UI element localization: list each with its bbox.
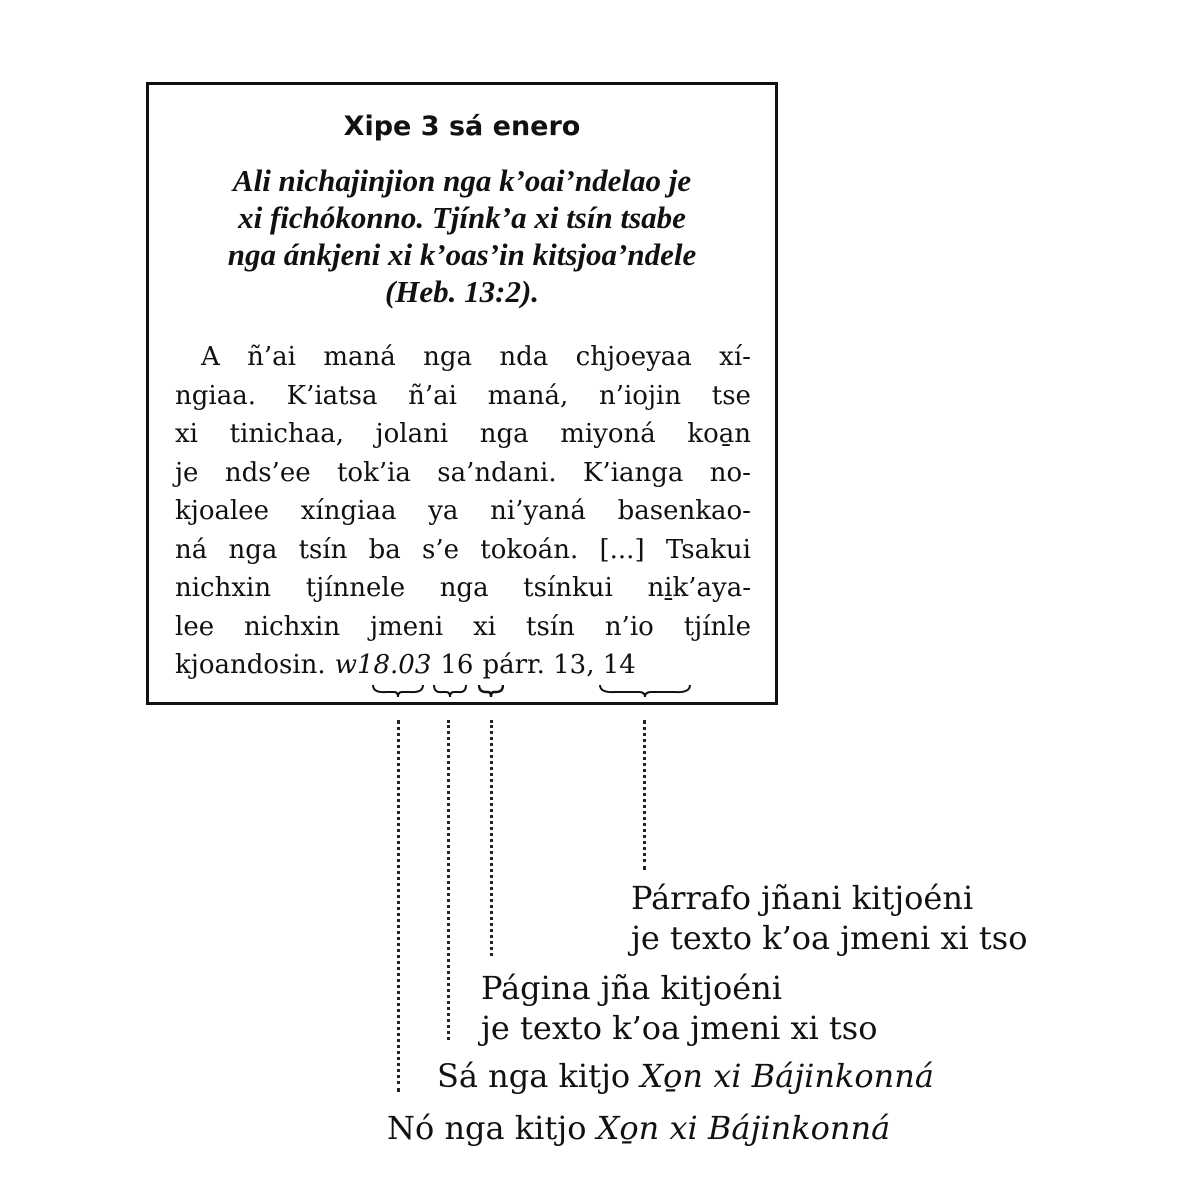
leader-year bbox=[397, 720, 400, 1092]
paragraph-word: Tsakui bbox=[665, 534, 751, 565]
paragraph-word: nga bbox=[479, 419, 529, 449]
publication-code: w18.03 bbox=[334, 650, 432, 680]
last-word: kjoandosin. bbox=[175, 650, 326, 680]
paragraph-word: koa̱n bbox=[687, 419, 751, 449]
paragraph-line bbox=[175, 454, 751, 493]
paragraph-line bbox=[175, 531, 751, 570]
paragraph-word: miyoná bbox=[560, 419, 656, 449]
paragraph-word: je bbox=[175, 457, 199, 488]
paragraph-word: no- bbox=[709, 457, 751, 488]
daily-text-date-title: Xipe 3 sá enero bbox=[343, 111, 581, 142]
paragraph-word: maná bbox=[323, 342, 396, 372]
paragraph-word: sa’ndani. bbox=[437, 457, 557, 488]
paragraph-word: K’ianga bbox=[583, 457, 684, 488]
paragraph-word: tsínkui bbox=[523, 573, 613, 603]
paragraph-line bbox=[175, 377, 751, 416]
paragraph-word: ni’yaná bbox=[490, 496, 586, 526]
brace-page-icon bbox=[478, 684, 504, 698]
verse-line: Ali nichajinjion nga k’oai’ndelao je bbox=[232, 163, 692, 198]
paragraph-word: jmeni bbox=[370, 611, 444, 642]
verse-line: nga ánkjeni xi k’oas’in kitsjoa’ndele bbox=[227, 237, 697, 272]
paragraph-line-last bbox=[175, 646, 751, 685]
leader-paragraph bbox=[643, 720, 646, 870]
paragraph-word: tjínnele bbox=[305, 573, 406, 603]
paragraph-word: tsín bbox=[298, 534, 348, 565]
daily-text-box bbox=[146, 82, 778, 705]
paragraph-word: ni̱k’aya- bbox=[647, 573, 751, 603]
paragraph-line bbox=[175, 338, 751, 377]
verse-citation: (Heb. 13:2). bbox=[384, 274, 540, 309]
paragraph-word: jolani bbox=[375, 419, 449, 449]
paragraph-line bbox=[175, 492, 751, 531]
paragraph-word: nichxin bbox=[175, 573, 272, 603]
paragraph-word: ngiaa. bbox=[175, 380, 256, 411]
paragraph-word: nga bbox=[228, 534, 278, 565]
verse-line: xi fichókonno. Tjínk’a xi tsín tsabe bbox=[238, 200, 686, 235]
label-page-line: je texto k’oa jmeni xi tso bbox=[481, 1009, 878, 1047]
paragraph-word: lee bbox=[175, 611, 215, 642]
paragraph-word: nga bbox=[439, 573, 489, 603]
paragraph-word: ñ’ai bbox=[247, 342, 296, 372]
commentary-paragraph bbox=[175, 338, 751, 685]
paragraph-word: tse bbox=[711, 380, 751, 411]
paragraph-word: ya bbox=[428, 496, 459, 526]
label-paragraph-line: Párrafo jñani kitjoéni bbox=[631, 879, 974, 917]
reference-page: 16 bbox=[440, 650, 474, 680]
label-year-title: Xo̱n xi Bájinkonná bbox=[596, 1109, 891, 1147]
paragraph-word: maná, bbox=[487, 380, 569, 411]
paragraph-word: K’iatsa bbox=[286, 380, 378, 411]
paragraph-word: tsín bbox=[526, 611, 575, 642]
paragraph-line bbox=[175, 608, 751, 647]
paragraph-line bbox=[175, 569, 751, 608]
paragraph-word: ñ’ai bbox=[408, 380, 457, 411]
paragraph-word: ná bbox=[175, 534, 208, 565]
paragraph-word: tokoán. bbox=[480, 534, 579, 565]
paragraph-word: kjoalee bbox=[175, 496, 270, 526]
label-issue bbox=[437, 1056, 934, 1096]
paragraph-word: basenkao- bbox=[617, 496, 751, 526]
paragraph-line bbox=[175, 415, 751, 454]
reference-paragraphs: párr. 13, 14 bbox=[482, 650, 636, 680]
paragraph-word: tjínle bbox=[683, 611, 751, 642]
paragraph-word: chjoeyaa bbox=[575, 342, 692, 372]
leader-issue bbox=[447, 720, 450, 1040]
daily-verse bbox=[177, 162, 747, 310]
label-page bbox=[481, 968, 877, 1048]
paragraph-word: tinichaa, bbox=[229, 419, 344, 449]
brace-issue-icon bbox=[433, 684, 467, 698]
label-paragraph-line: je texto k’oa jmeni xi tso bbox=[631, 919, 1028, 957]
paragraph-word: nda bbox=[499, 342, 549, 372]
paragraph-word: xí- bbox=[719, 342, 751, 372]
paragraph-word: tok’ia bbox=[336, 457, 411, 488]
label-page-line: Página jña kitjoéni bbox=[481, 969, 782, 1007]
paragraph-word: s’e bbox=[422, 534, 460, 565]
paragraph-word: A bbox=[201, 342, 220, 372]
brace-year-icon bbox=[372, 684, 424, 698]
label-issue-title: Xo̱n xi Bájinkonná bbox=[640, 1057, 934, 1095]
paragraph-word: xi bbox=[175, 419, 198, 449]
paragraph-word: xi bbox=[473, 611, 497, 642]
leader-page bbox=[490, 720, 493, 956]
paragraph-word: n’io bbox=[604, 611, 654, 642]
label-paragraph bbox=[631, 878, 1027, 958]
paragraph-word: nichxin bbox=[244, 611, 341, 642]
paragraph-word: [...] bbox=[599, 534, 645, 565]
paragraph-word: nga bbox=[423, 342, 473, 372]
label-issue-text: Sá nga kitjo bbox=[437, 1057, 631, 1095]
brace-paragraph-icon bbox=[599, 684, 691, 698]
paragraph-word: ba bbox=[368, 534, 401, 565]
label-year-text: Nó nga kitjo bbox=[387, 1109, 587, 1147]
paragraph-word: n’iojin bbox=[598, 380, 682, 411]
paragraph-word: nds’ee bbox=[224, 457, 311, 488]
label-year bbox=[387, 1108, 890, 1148]
paragraph-word: xíngiaa bbox=[300, 496, 397, 526]
